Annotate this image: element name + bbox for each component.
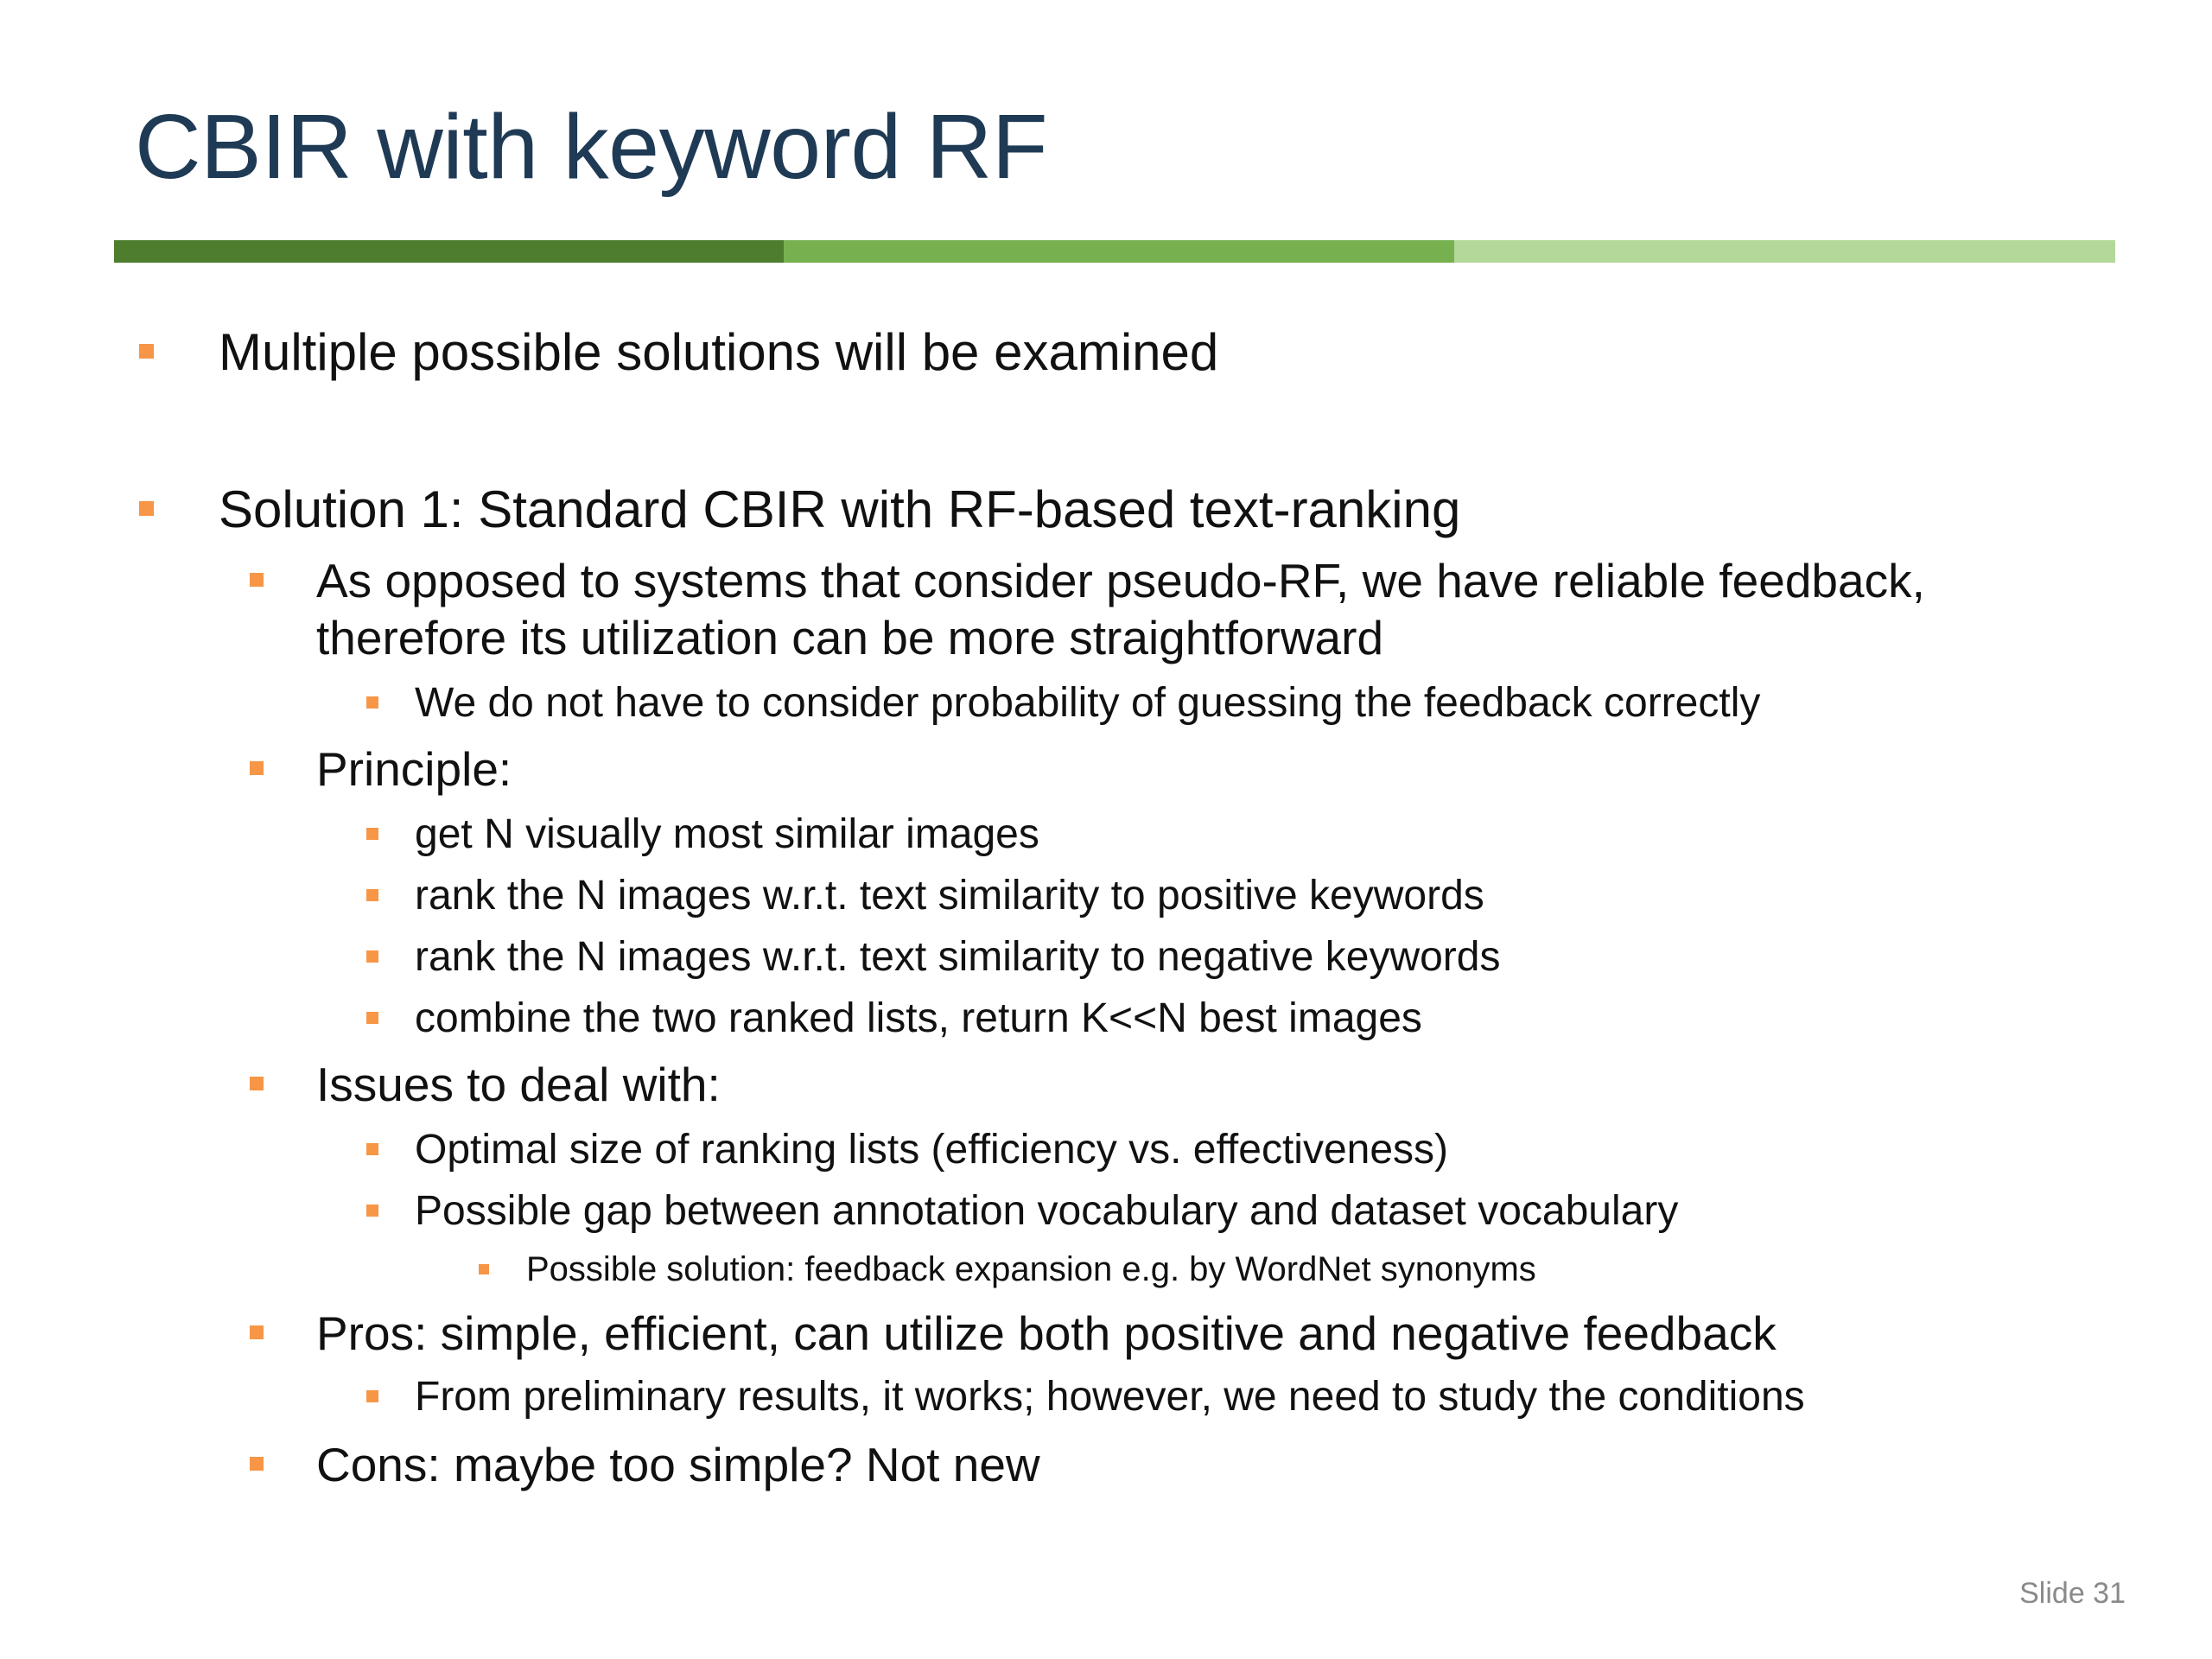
- title-bar-segment-light: [1454, 240, 2115, 263]
- bullet-text: Possible solution: feedback expansion e.g. by WordNet synonyms: [526, 1250, 1536, 1288]
- bullet-marker: [366, 1205, 378, 1217]
- bullet-marker: [250, 1325, 264, 1339]
- title-bar-segment-dark: [114, 240, 784, 263]
- bullet-text: get N visually most similar images: [415, 811, 1039, 857]
- slide-number: Slide 31: [2019, 1577, 2126, 1610]
- bullet-optimal-size: [415, 1129, 1448, 1171]
- bullet-marker: [366, 1390, 378, 1402]
- bullet-marker: [366, 696, 378, 709]
- bullet-marker: [250, 761, 264, 775]
- bullet-marker: [366, 950, 378, 963]
- bullet-combine: [415, 995, 1422, 1041]
- bullet-marker: [139, 501, 154, 516]
- bullet-preliminary-results: [415, 1376, 1805, 1418]
- bullet-text: Issues to deal with:: [316, 1058, 721, 1111]
- bullet-text: rank the N images w.r.t. text similarity to negative keywords: [415, 934, 1501, 980]
- bullet-marker: [479, 1264, 489, 1274]
- bullet-issues: [316, 1056, 721, 1113]
- bullet-marker: [250, 573, 264, 587]
- bullet-marker: [250, 1077, 264, 1090]
- bullet-text: rank the N images w.r.t. text similarity to positive keywords: [415, 873, 1484, 918]
- bullet-marker: [250, 1457, 264, 1471]
- bullet-probability: [415, 680, 1761, 726]
- bullet-text: Possible gap between annotation vocabulary and dataset vocabulary: [415, 1188, 1679, 1234]
- bullet-text-line-1: As opposed to systems that consider pseudo-RF, we have reliable feedback,: [316, 554, 1925, 607]
- bullet-text: Principle:: [316, 742, 512, 796]
- bullet-rank-positive: [415, 875, 1484, 917]
- bullet-text: Cons: maybe too simple? Not new: [316, 1438, 1040, 1491]
- bullet-text: Optimal size of ranking lists (efficiency vs. effectiveness): [415, 1127, 1449, 1173]
- bullet-marker: [366, 889, 378, 901]
- bullet-wordnet-solution: [526, 1252, 1536, 1287]
- slide-title: CBIR with keyword RF: [135, 96, 1048, 198]
- bullet-text: Multiple possible solutions will be examined: [219, 323, 1219, 381]
- bullet-solution-1: [219, 480, 1461, 538]
- bullet-marker: [366, 828, 378, 840]
- bullet-reliable-feedback: [316, 552, 1925, 666]
- bullet-pros: [316, 1305, 1777, 1362]
- bullet-text: Solution 1: Standard CBIR with RF-based text-ranking: [219, 480, 1461, 538]
- bullet-examined: [219, 323, 1219, 381]
- title-underline-bar: [114, 240, 2115, 263]
- bullet-rank-negative: [415, 934, 1501, 980]
- bullet-text: combine the two ranked lists, return K<<N best images: [415, 995, 1422, 1041]
- bullet-text: From preliminary results, it works; however, we need to study the conditions: [415, 1374, 1805, 1420]
- title-bar-segment-medium: [784, 240, 1454, 263]
- bullet-text: We do not have to consider probability of guessing the feedback correctly: [415, 680, 1761, 726]
- bullet-principle: [316, 741, 512, 798]
- bullet-marker: [366, 1143, 378, 1155]
- bullet-vocabulary-gap: [415, 1188, 1679, 1234]
- bullet-marker: [366, 1012, 378, 1024]
- bullet-cons: [316, 1436, 1040, 1493]
- bullet-marker: [139, 344, 154, 359]
- bullet-get-n: [415, 811, 1039, 857]
- bullet-text-line-2: therefore its utilization can be more straightforward: [316, 611, 1384, 664]
- bullet-text: Pros: simple, efficient, can utilize both positive and negative feedback: [316, 1306, 1777, 1360]
